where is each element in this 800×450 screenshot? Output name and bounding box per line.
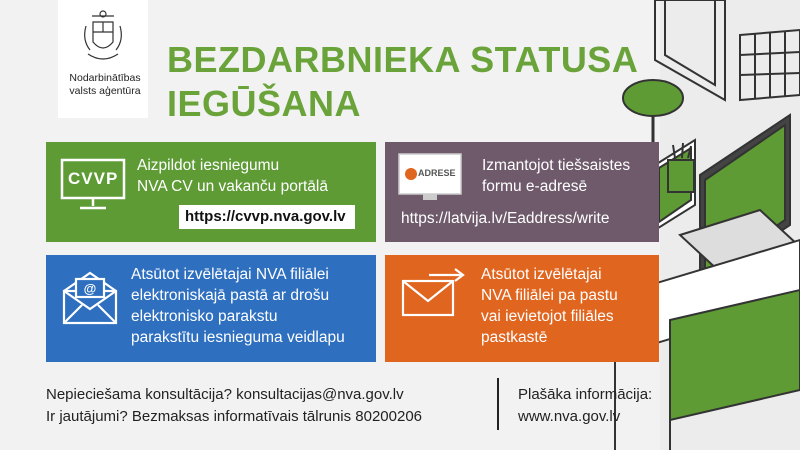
eadrese-line2: formu e-adresē: [482, 178, 588, 195]
footer-more-info: [518, 384, 652, 428]
email-line3: elektronisko parakstu: [131, 308, 278, 325]
email-line4: parakstītu iesnieguma veidlapu: [131, 329, 345, 346]
cvvp-text: [137, 155, 328, 197]
email-envelope-icon: [60, 269, 120, 327]
eadrese-text: [482, 155, 630, 197]
post-line2: NVA filiālei pa pastu: [481, 287, 618, 304]
post-line1: Atsūtot izvēlētajai: [481, 266, 602, 283]
consultation-text[interactable]: Nepieciešama konsultācija? konsultacijas@nva.gov.lv: [46, 386, 404, 403]
email-line2: elektroniskajā pastā ar drošu: [131, 287, 330, 304]
cvvp-card: [46, 142, 376, 242]
more-info-label: Plašāka informācija:: [518, 386, 653, 403]
coat-of-arms-icon: [78, 6, 128, 68]
logo: [58, 0, 148, 118]
cvvp-line1: Aizpildot iesniegumu: [137, 157, 280, 174]
post-text: [481, 264, 618, 348]
org-name-line2: valsts aģentūra: [69, 85, 141, 97]
footer-contacts: [46, 384, 422, 428]
title-line1: BEZDARBNIEKA STATUSA: [167, 39, 639, 80]
eadrese-icon-label: ADRESE: [418, 168, 456, 178]
email-card: [46, 255, 376, 362]
cvvp-line2: NVA CV un vakanču portālā: [137, 178, 328, 195]
footer-divider: [497, 378, 499, 430]
email-line1: Atsūtot izvēlētajai NVA filiālei: [131, 266, 329, 283]
page-title: [167, 38, 638, 126]
post-card: [385, 255, 659, 362]
eadrese-line1: Izmantojot tiešsaistes: [482, 157, 631, 174]
cvvp-url-link[interactable]: https://cvvp.nva.gov.lv: [179, 205, 355, 229]
email-text: [131, 264, 345, 348]
hotline-text: Ir jautājumi? Bezmaksas informatīvais tālrunis 80200206: [46, 408, 423, 425]
svg-text:@: @: [83, 281, 97, 296]
eadrese-card: [385, 142, 659, 242]
post-line4: pastkastē: [481, 329, 548, 346]
title-line2: IEGŪŠANA: [167, 83, 362, 124]
post-line3: vai ievietojot filiāles: [481, 308, 614, 325]
org-name-line1: Nodarbinātības: [69, 72, 141, 84]
cvvp-icon-label: CVVP: [68, 169, 119, 188]
eadrese-url-link[interactable]: https://latvija.lv/Eaddress/write: [401, 210, 610, 227]
envelope-arrow-icon: [399, 265, 469, 321]
more-info-link[interactable]: www.nva.gov.lv: [518, 408, 621, 425]
